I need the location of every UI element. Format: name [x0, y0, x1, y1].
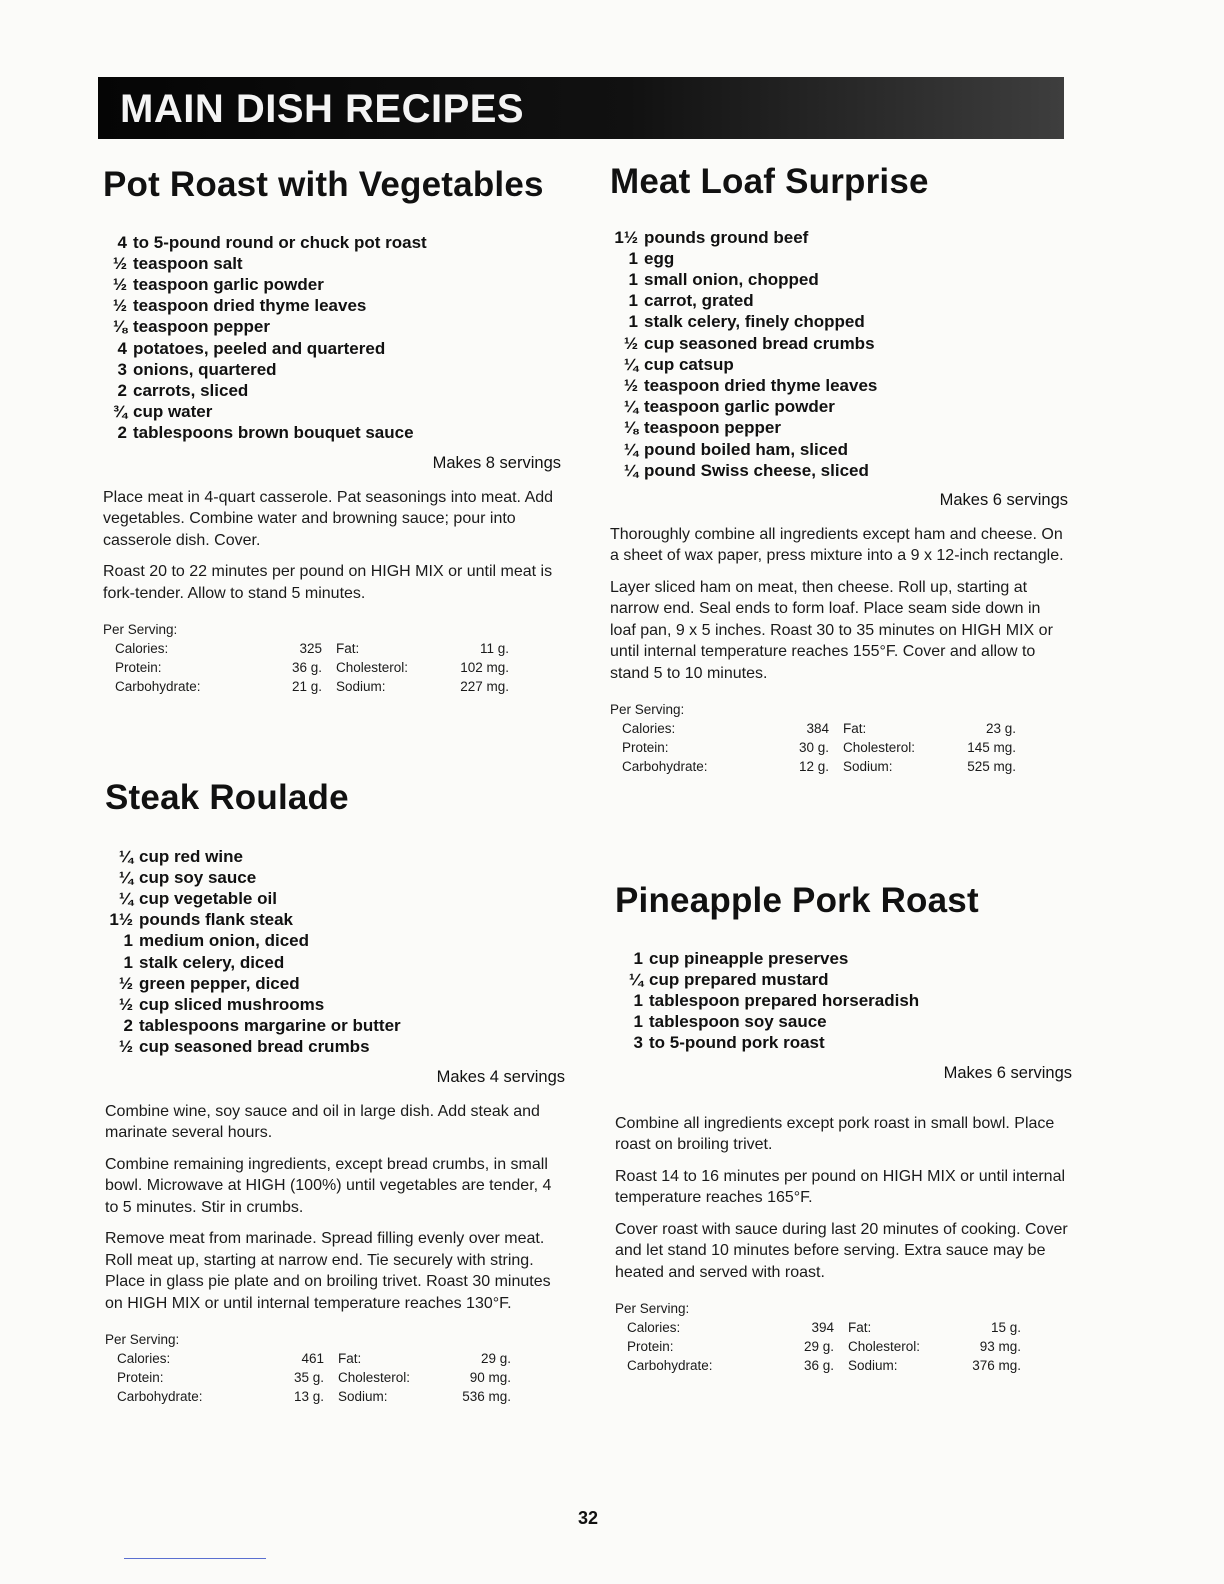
nutrition-label: Sodium:	[843, 759, 893, 775]
nutrition-row	[627, 1356, 1021, 1375]
nutrition-table	[115, 639, 509, 696]
nutrition-value: 36 g.	[803, 1358, 834, 1374]
servings-note: Makes 6 servings	[943, 1063, 1072, 1082]
ingredient-item	[609, 1032, 1072, 1053]
ingredient-qty: 1½	[614, 227, 638, 247]
ingredient-text: potatoes, peeled and quartered	[133, 338, 386, 358]
ingredient-text: teaspoon garlic powder	[133, 274, 324, 294]
nutrition-value: 93 mg.	[979, 1339, 1021, 1355]
nutrition-heading: Per Serving:	[615, 1301, 690, 1317]
ingredient-qty: 3	[117, 359, 127, 379]
ingredient-item	[93, 422, 561, 443]
ingredient-item	[93, 401, 561, 422]
ingredient-text: cup seasoned bread crumbs	[644, 333, 875, 353]
nutrition-value: 90 mg.	[469, 1370, 511, 1386]
ingredient-qty: ½	[112, 296, 127, 316]
ingredient-qty: ¼	[118, 846, 133, 866]
ingredient-text: teaspoon pepper	[644, 418, 781, 438]
ingredient-list	[604, 227, 1068, 481]
nutrition-value: 145 mg.	[967, 740, 1016, 756]
nutrition-value: 525 mg.	[967, 759, 1016, 775]
nutrition-info	[610, 700, 1068, 776]
nutrition-label: Calories:	[117, 1351, 171, 1367]
ingredient-qty: 1	[633, 990, 643, 1010]
servings-note: Makes 8 servings	[432, 453, 561, 472]
ingredient-item	[99, 952, 565, 973]
ingredient-text: cup sliced mushrooms	[139, 994, 325, 1014]
ingredient-item	[99, 888, 565, 909]
ingredient-item	[604, 354, 1068, 375]
ingredient-item	[604, 333, 1068, 354]
nutrition-label: Fat:	[843, 721, 867, 737]
nutrition-value: 227 mg.	[460, 679, 509, 695]
ingredient-item	[99, 994, 565, 1015]
ingredient-qty: 1	[633, 1012, 643, 1032]
ingredient-text: medium onion, diced	[139, 931, 310, 951]
ingredient-text: teaspoon pepper	[133, 317, 270, 337]
nutrition-label: Protein:	[627, 1339, 674, 1355]
ingredient-qty: 1	[123, 931, 133, 951]
nutrition-label: Cholesterol:	[338, 1370, 411, 1386]
ingredient-item	[609, 969, 1072, 990]
directions	[615, 1113, 1072, 1284]
directions	[103, 487, 561, 605]
page-number: 32	[578, 1508, 599, 1528]
ingredient-item	[609, 948, 1072, 969]
section-banner	[98, 77, 1064, 139]
ingredient-item	[604, 269, 1068, 290]
ingredient-qty: ¼	[628, 969, 643, 989]
nutrition-value: 15 g.	[990, 1320, 1021, 1336]
nutrition-value: 102 mg.	[460, 660, 509, 676]
nutrition-row	[115, 677, 509, 696]
recipe-steak-roulade	[105, 779, 565, 1406]
ingredient-qty: 1	[628, 291, 638, 311]
nutrition-label: Carbohydrate:	[622, 759, 708, 775]
ingredient-qty: 1	[628, 269, 638, 289]
ingredient-qty: ½	[118, 1037, 133, 1057]
direction-paragraph: Remove meat from marinade. Spread filling evenly over meat. Roll meat up, starting at narrow end. Tie securely with string. Place in glass pie plate and on broiling trivet. Roast 30 minutes on HIGH MIX or until internal temperature reaches 130°F.	[105, 1230, 551, 1312]
nutrition-row	[115, 639, 509, 658]
ingredient-text: cup seasoned bread crumbs	[139, 1037, 370, 1057]
ingredient-qty: 1	[123, 952, 133, 972]
nutrition-heading: Per Serving:	[610, 702, 685, 718]
nutrition-label: Cholesterol:	[336, 660, 409, 676]
direction-paragraph: Combine wine, soy sauce and oil in large dish. Add steak and marinate several hours.	[105, 1102, 540, 1142]
ingredient-item	[99, 867, 565, 888]
nutrition-value: 394	[811, 1320, 834, 1336]
ingredient-item	[604, 290, 1068, 311]
recipe-pineapple-pork	[615, 882, 1072, 1375]
nutrition-label: Fat:	[848, 1320, 872, 1336]
ingredient-text: green pepper, diced	[139, 973, 300, 993]
direction-paragraph: Roast 20 to 22 minutes per pound on HIGH MIX or until meat is fork-tender. Allow to stand 5 minutes.	[103, 563, 553, 602]
ingredient-item	[604, 248, 1068, 269]
ingredient-text: pounds flank steak	[139, 910, 293, 930]
ingredient-item	[93, 359, 561, 380]
nutrition-label: Sodium:	[338, 1389, 388, 1405]
ingredient-text: onions, quartered	[133, 359, 277, 379]
nutrition-info	[615, 1299, 1072, 1375]
nutrition-heading: Per Serving:	[105, 1332, 180, 1348]
ingredient-qty: 4	[117, 338, 127, 358]
nutrition-value: 13 g.	[293, 1389, 324, 1405]
ingredient-text: teaspoon dried thyme leaves	[133, 296, 367, 316]
ingredient-item	[604, 227, 1068, 248]
ingredient-text: cup pineapple preserves	[649, 948, 849, 968]
ingredient-text: tablespoons margarine or butter	[139, 1016, 401, 1036]
ingredient-item	[93, 295, 561, 316]
ingredient-text: tablespoons brown bouquet sauce	[133, 423, 414, 443]
ingredient-item	[99, 909, 565, 930]
nutrition-value: 461	[301, 1351, 324, 1367]
ingredient-qty: ¾	[112, 402, 127, 422]
ingredient-qty: ½	[623, 333, 638, 353]
nutrition-label: Calories:	[622, 721, 676, 737]
ingredient-item	[93, 274, 561, 295]
nutrition-value: 30 g.	[798, 740, 829, 756]
ingredient-list	[609, 948, 1072, 1054]
ingredient-text: tablespoon prepared horseradish	[649, 990, 920, 1010]
ingredient-qty: ¼	[118, 867, 133, 887]
nutrition-heading: Per Serving:	[103, 622, 178, 638]
section-title: MAIN DISH RECIPES	[120, 87, 525, 131]
ingredient-qty: ½	[118, 973, 133, 993]
direction-paragraph: Combine all ingredients except pork roast in small bowl. Place roast on broiling trivet.	[615, 1114, 1055, 1154]
ingredient-text: teaspoon dried thyme leaves	[644, 375, 878, 395]
nutrition-table	[627, 1318, 1021, 1375]
ingredient-qty: ⅛	[112, 317, 127, 337]
nutrition-label: Calories:	[115, 641, 169, 657]
ingredient-qty: ⅛	[623, 418, 638, 438]
recipe-title: Steak Roulade	[105, 778, 349, 817]
servings-note: Makes 4 servings	[436, 1067, 565, 1086]
recipe-title: Pineapple Pork Roast	[615, 881, 979, 920]
nutrition-value: 35 g.	[293, 1370, 324, 1386]
nutrition-label: Carbohydrate:	[115, 679, 201, 695]
nutrition-value: 376 mg.	[972, 1358, 1021, 1374]
nutrition-row	[117, 1368, 511, 1387]
ingredient-text: cup soy sauce	[139, 867, 257, 887]
nutrition-value: 36 g.	[291, 660, 322, 676]
ingredient-qty: ¼	[118, 888, 133, 908]
ingredient-item	[93, 232, 561, 253]
nutrition-value: 325	[299, 641, 322, 657]
nutrition-info	[105, 1330, 565, 1406]
direction-paragraph: Layer sliced ham on meat, then cheese. Roll up, starting at narrow end. Seal ends to form loaf. Place seam side down in loaf pan, 9 x 5 inches. Roast 30 to 35 minutes on HIGH MIX or until internal temperature reaches 155°F. Cover and allow to stand 5 to 10 minutes.	[610, 578, 1053, 682]
ingredient-qty: ½	[118, 994, 133, 1014]
ingredient-text: cup vegetable oil	[139, 888, 277, 908]
recipe-title: Meat Loaf Surprise	[610, 162, 929, 201]
ingredient-qty: 2	[117, 423, 127, 443]
ingredient-qty: 4	[117, 232, 127, 252]
directions	[610, 524, 1068, 685]
ingredient-item	[99, 1015, 565, 1036]
nutrition-value: 536 mg.	[462, 1389, 511, 1405]
ingredient-item	[99, 930, 565, 951]
nutrition-row	[115, 658, 509, 677]
nutrition-row	[117, 1387, 511, 1406]
nutrition-label: Protein:	[117, 1370, 164, 1386]
ingredient-qty: 1	[628, 312, 638, 332]
ingredient-text: cup red wine	[139, 846, 243, 866]
ingredient-text: egg	[644, 248, 675, 268]
ingredient-item	[609, 1011, 1072, 1032]
nutrition-row	[627, 1318, 1021, 1337]
ingredient-qty: 1½	[109, 910, 133, 930]
nutrition-info	[103, 620, 561, 696]
nutrition-value: 384	[806, 721, 829, 737]
nutrition-row	[627, 1337, 1021, 1356]
nutrition-label: Cholesterol:	[843, 740, 916, 756]
footer-rule	[124, 1558, 266, 1559]
direction-paragraph: Roast 14 to 16 minutes per pound on HIGH MIX or until internal temperature reaches 165°F.	[615, 1167, 1066, 1207]
recipe-title: Pot Roast with Vegetables	[103, 165, 544, 204]
nutrition-row	[622, 719, 1016, 738]
ingredient-item	[93, 316, 561, 337]
ingredient-text: stalk celery, finely chopped	[644, 312, 865, 332]
ingredient-text: pound boiled ham, sliced	[644, 439, 849, 459]
recipe-meat-loaf	[610, 163, 1068, 776]
nutrition-value: 29 g.	[480, 1351, 511, 1367]
nutrition-value: 21 g.	[291, 679, 322, 695]
ingredient-text: carrot, grated	[644, 291, 754, 311]
ingredient-qty: ¼	[623, 439, 638, 459]
ingredient-list	[93, 232, 561, 444]
direction-paragraph: Cover roast with sauce during last 20 minutes of cooking. Cover and let stand 10 minutes before serving. Extra sauce may be heated and served with roast.	[615, 1220, 1068, 1281]
ingredient-qty: ¼	[623, 354, 638, 374]
nutrition-label: Cholesterol:	[848, 1339, 921, 1355]
directions	[105, 1101, 565, 1315]
ingredient-qty: ¼	[623, 460, 638, 480]
ingredient-qty: 1	[633, 948, 643, 968]
direction-paragraph: Place meat in 4-quart casserole. Pat seasonings into meat. Add vegetables. Combine water and browning sauce; pour into casserole dish. Cover.	[103, 488, 554, 549]
ingredient-text: to 5-pound round or chuck pot roast	[133, 232, 427, 252]
ingredient-qty: ½	[112, 274, 127, 294]
ingredient-item	[93, 380, 561, 401]
ingredient-qty: 1	[628, 248, 638, 268]
nutrition-label: Sodium:	[848, 1358, 898, 1374]
ingredient-text: cup water	[133, 402, 213, 422]
nutrition-label: Calories:	[627, 1320, 681, 1336]
nutrition-value: 29 g.	[803, 1339, 834, 1355]
nutrition-value: 11 g.	[479, 641, 509, 657]
nutrition-row	[622, 738, 1016, 757]
ingredient-text: teaspoon garlic powder	[644, 397, 835, 417]
ingredient-item	[604, 439, 1068, 460]
nutrition-table	[622, 719, 1016, 776]
ingredient-item	[604, 375, 1068, 396]
ingredient-qty: 3	[633, 1033, 643, 1053]
nutrition-row	[622, 757, 1016, 776]
ingredient-text: cup catsup	[644, 354, 734, 374]
servings-note: Makes 6 servings	[939, 490, 1068, 509]
nutrition-label: Protein:	[115, 660, 162, 676]
ingredient-item	[604, 396, 1068, 417]
ingredient-item	[99, 1036, 565, 1057]
nutrition-value: 23 g.	[985, 721, 1016, 737]
nutrition-label: Fat:	[336, 641, 360, 657]
nutrition-label: Sodium:	[336, 679, 386, 695]
ingredient-qty: ¼	[623, 397, 638, 417]
ingredient-item	[99, 973, 565, 994]
ingredient-list	[99, 846, 565, 1058]
nutrition-label: Fat:	[338, 1351, 362, 1367]
ingredient-item	[93, 253, 561, 274]
nutrition-value: 12 g.	[798, 759, 829, 775]
ingredient-qty: ½	[112, 253, 127, 273]
direction-paragraph: Combine remaining ingredients, except bread crumbs, in small bowl. Microwave at HIGH (100%) until vegetables are tender, 4 to 5 minutes. Stir in crumbs.	[105, 1155, 552, 1216]
ingredient-text: to 5-pound pork roast	[649, 1033, 825, 1053]
recipe-pot-roast	[103, 166, 561, 696]
ingredient-item	[93, 338, 561, 359]
ingredient-text: cup prepared mustard	[649, 969, 829, 989]
ingredient-item	[604, 311, 1068, 332]
nutrition-table	[117, 1349, 511, 1406]
ingredient-item	[604, 460, 1068, 481]
ingredient-text: teaspoon salt	[133, 253, 243, 273]
ingredient-text: tablespoon soy sauce	[649, 1012, 827, 1032]
nutrition-row	[117, 1349, 511, 1368]
ingredient-text: pound Swiss cheese, sliced	[644, 460, 869, 480]
ingredient-text: stalk celery, diced	[139, 952, 285, 972]
ingredient-text: pounds ground beef	[644, 227, 809, 247]
ingredient-item	[609, 990, 1072, 1011]
ingredient-qty: 2	[117, 380, 127, 400]
ingredient-text: small onion, chopped	[644, 269, 819, 289]
ingredient-item	[604, 417, 1068, 438]
nutrition-label: Carbohydrate:	[627, 1358, 713, 1374]
ingredient-item	[99, 846, 565, 867]
ingredient-qty: ½	[623, 375, 638, 395]
direction-paragraph: Thoroughly combine all ingredients except ham and cheese. On a sheet of wax paper, press mixture into a 9 x 12-inch rectangle.	[610, 525, 1064, 565]
ingredient-text: carrots, sliced	[133, 380, 249, 400]
nutrition-label: Protein:	[622, 740, 669, 756]
ingredient-qty: 2	[123, 1016, 133, 1036]
nutrition-label: Carbohydrate:	[117, 1389, 203, 1405]
